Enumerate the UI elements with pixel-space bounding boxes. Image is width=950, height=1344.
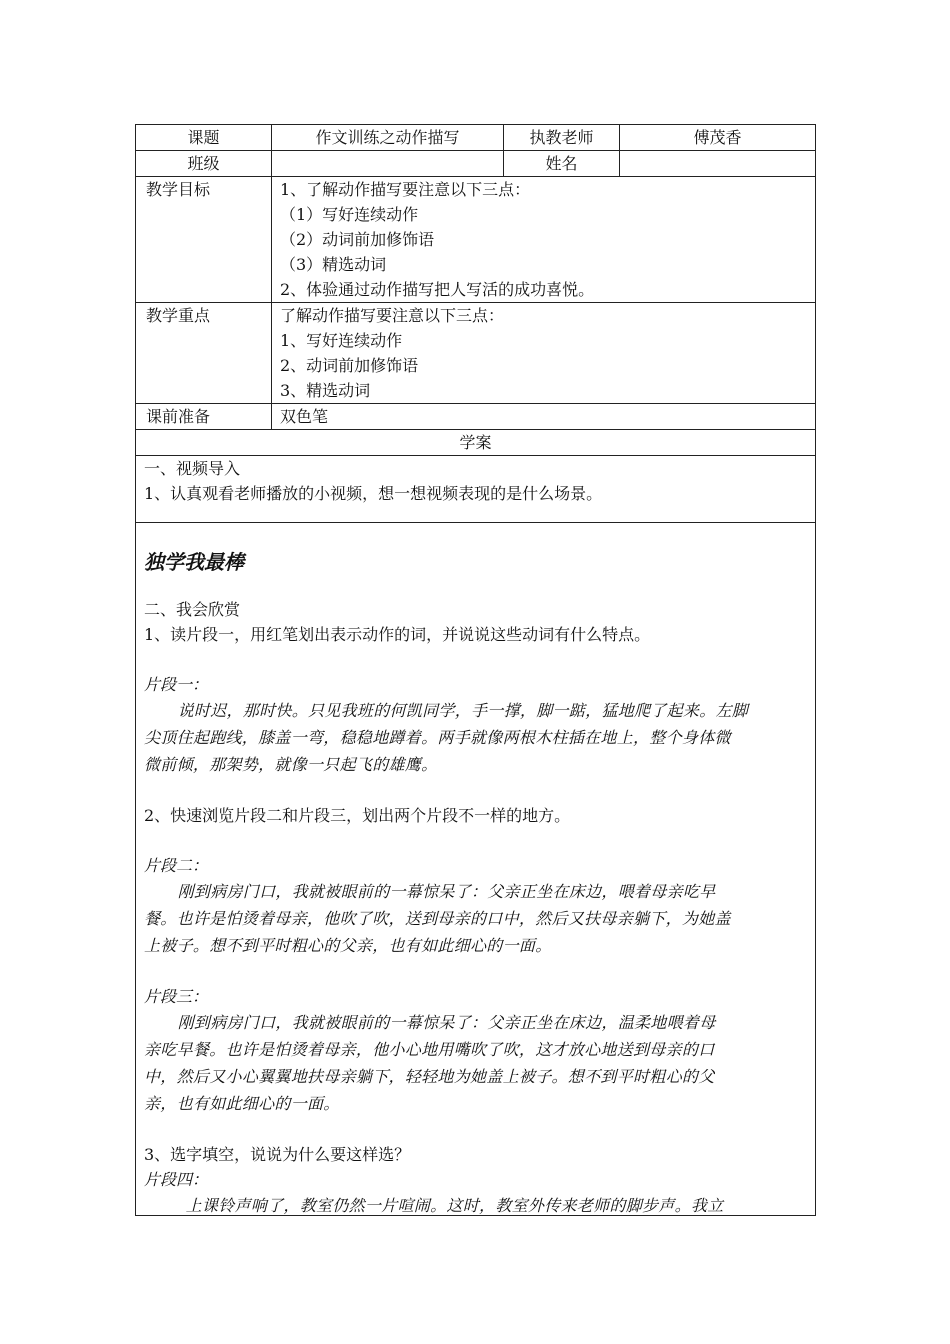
- focus-cell: [272, 303, 816, 404]
- focus-line: 1、写好连续动作: [280, 331, 403, 350]
- passage-1-line: 微前倾，那架势，就像一只起飞的雄鹰。: [144, 755, 438, 774]
- goals-line: （2）动词前加修饰语: [280, 230, 435, 249]
- name-value: [620, 151, 816, 177]
- passage-label: 片段三：: [144, 987, 209, 1006]
- topic-label: 课题: [136, 125, 272, 151]
- class-value: [272, 151, 504, 177]
- section-title: 二、我会欣赏: [144, 600, 241, 619]
- row-content: [136, 523, 816, 1216]
- name-label: 姓名: [504, 151, 620, 177]
- spacer: [144, 647, 807, 672]
- goals-line: 1、了解动作描写要注意以下三点：: [280, 180, 531, 199]
- goals-line: 2、体验通过动作描写把人写活的成功喜悦。: [280, 280, 595, 299]
- intro-title: 一、视频导入: [144, 459, 241, 478]
- task-line: 3、选字填空，说说为什么要这样选？: [144, 1145, 411, 1164]
- passage-3-line: 亲吃早餐。也许是怕烫着母亲，他小心地用嘴吹了吹，这才放心地送到母亲的口: [144, 1040, 715, 1059]
- passage-3-line: 亲，也有如此细心的一面。: [144, 1094, 340, 1113]
- row-class: [136, 151, 816, 177]
- passage-4-line: 上课铃声响了，教室仍然一片喧闹。这时，教室外传来老师的脚步声。我立: [185, 1196, 724, 1215]
- goals-label: 教学目标: [136, 177, 272, 303]
- task-line: 1、读片段一，用红笔划出表示动作的词，并说说这些动词有什么特点。: [144, 625, 651, 644]
- plan-title: 学案: [136, 430, 816, 456]
- topic-value: 作文训练之动作描写: [272, 125, 504, 151]
- focus-label: 教学重点: [136, 303, 272, 404]
- passage-1-line: 说时迟，那时快。只见我班的何凯同学，手一撑，脚一踮，猛地爬了起来。左脚: [177, 701, 749, 720]
- spacer: [144, 778, 807, 803]
- lesson-plan-table: [135, 124, 816, 1216]
- row-prep: [136, 404, 816, 430]
- content-cell: [136, 523, 816, 1216]
- row-focus: [136, 303, 816, 404]
- task-line: 2、快速浏览片段二和片段三，划出两个片段不一样的地方。: [144, 806, 571, 825]
- prep-label: 课前准备: [136, 404, 272, 430]
- passage-2-line: 上被子。想不到平时粗心的父亲，也有如此细心的一面。: [144, 936, 552, 955]
- row-topic: [136, 125, 816, 151]
- passage-label: 片段四：: [144, 1170, 209, 1189]
- passage-label: 片段一：: [144, 675, 209, 694]
- row-intro: [136, 456, 816, 523]
- spacer: [144, 1117, 807, 1142]
- teacher-label: 执教老师: [504, 125, 620, 151]
- passage-2-line: 刚到病房门口，我就被眼前的一幕惊呆了：父亲正坐在床边，喂着母亲吃早: [177, 882, 716, 901]
- spacer: [144, 828, 807, 853]
- passage-3-line: 刚到病房门口，我就被眼前的一幕惊呆了：父亲正坐在床边，温柔地喂着母: [177, 1013, 716, 1032]
- goals-cell: [272, 177, 816, 303]
- intro-task: 1、认真观看老师播放的小视频，想一想视频表现的是什么场景。: [144, 484, 603, 503]
- content-body: [144, 547, 807, 1215]
- focus-line: 3、精选动词: [280, 381, 371, 400]
- row-goals: [136, 177, 816, 303]
- spacer: [144, 959, 807, 984]
- content-heading: 独学我最棒: [144, 550, 244, 574]
- intro-cell: [136, 456, 816, 523]
- focus-line: 了解动作描写要注意以下三点：: [280, 306, 505, 325]
- class-label: 班级: [136, 151, 272, 177]
- goals-line: （3）精选动词: [280, 255, 387, 274]
- row-plan-title: [136, 430, 816, 456]
- focus-line: 2、动词前加修饰语: [280, 356, 419, 375]
- passage-2-line: 餐。也许是怕烫着母亲，他吹了吹，送到母亲的口中，然后又扶母亲躺下，为她盖: [144, 909, 731, 928]
- passage-label: 片段二：: [144, 856, 209, 875]
- goals-line: （1）写好连续动作: [280, 205, 419, 224]
- passage-3-line: 中，然后又小心翼翼地扶母亲躺下，轻轻地为她盖上被子。想不到平时粗心的父: [144, 1067, 715, 1086]
- passage-1-line: 尖顶住起跑线，膝盖一弯，稳稳地蹲着。两手就像两根木柱插在地上，整个身体微: [144, 728, 731, 747]
- prep-value: 双色笔: [272, 404, 816, 430]
- teacher-value: 傅茂香: [620, 125, 816, 151]
